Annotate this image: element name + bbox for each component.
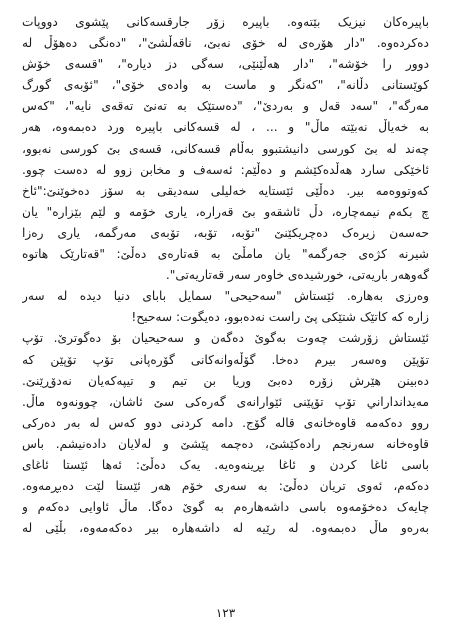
text-line: گەوهەر باریەتی، خورشیدەی خاوەر سەر قەتاریەتی". [165, 268, 429, 283]
body-text [22, 12, 429, 539]
text-line: روو دەکەمە قاوەخانەی قالە گۆج. دامە کردنی دوو کەس لە بەر دەرکی [22, 415, 429, 430]
text-line: تۆپێن وەسەر بیرم دەخا. گۆڵەوانەکانی گۆرەپانی تۆپ تۆپێن کە [22, 352, 429, 367]
text-line: ئێستاش زۆرشت چەوت بەگوێ دەگەن و سەحیحیان بۆ دەگوترێ. تۆپ [22, 331, 429, 346]
text-line: دەکردەوە. "دار هۆرەی لە خۆی نەبێ، ناقەڵشێ"، "دەنگی دەهۆڵ لە [22, 36, 429, 51]
text-line: مەرگە"، "سەد قەل و بەردێ"، "دەستێک بە تەنێ تەقەی نایە"، "کەس [22, 99, 429, 114]
text-line: مەیدانداراني تۆپ تۆپێنی ئێوارانەی گەرەکی سێ ئاشان، چوونەوە ماڵ. [22, 394, 429, 409]
text-line: وەرزی بەهارە. ئێستاش "سەحیحی" سمایل بابای دنیا دیدە لە سەر [22, 289, 429, 304]
text-line: دوور را خۆشە"، "دار هەڵێنێی، سەگی دز دیارە"، "قسەی خۆش [22, 57, 429, 72]
text-line: حەسەن زیرەک دەچریکێنێ "تۆبە، تۆبە، تۆبەی مەرگمە، یاری رەزا [22, 225, 429, 240]
page-number: ١٢٣ [215, 606, 236, 620]
text-line: بە خەیاڵ نەبێتە ماڵ" و ... ، لە قسەکانی باپیرە ورد دەبمەوە، هەر [22, 120, 429, 135]
text-line: کوێستانی دڵانە"، "کەنگر و ماست بە وادەی خۆی"، "ئۆبەی گورگ [22, 78, 429, 93]
text-line: باسی ئاغا کردن و ئاغا بڕینەوەیە. یەک دەڵێ: ئەها ئێستا ئاغای [22, 457, 429, 472]
text-line: ئاخێکی سارد هەڵدەکێشم و دەڵێم: ئەسەف و مخابن زوو لە دەست چوو. [22, 162, 429, 177]
text-line: باپیرەکان نیزیک بێتەوە. باپیرە زۆر جارقسەکانی پێشوی دووپات [22, 15, 429, 29]
text-line: قاوەخانە سەرنجم رادەکێشێ، دەچمە پێشێ و لەلایان دادەنیشم. باس [22, 436, 429, 451]
text-line: شیرنە کژەی جەرگمە" یان مامڵێ بە قەتارەی دەڵێ: "قەتارێک هاتوە [22, 247, 429, 262]
text-line: چایەک دەخۆمەوە باسی داشەهارەم بە گوێ دەگا. ماڵ ئاوایی دەکەم و [22, 500, 429, 515]
text-line: دەکەم، ئەوی تریان دەڵێ: بە سەری خۆم هەر ئێستا لێت دەبڕمەوە. [22, 479, 429, 494]
text-line: بەرەو ماڵ دەبمەوە. لە رێیە لە داشەهارە بیر دەکەمەوە، بڵێی لە [22, 521, 429, 536]
text-line: چ بکەم نیمەچارە، دڵ ئاشقەو بێ قەرارە، یاری خۆمە و لێم بێزارە" یان [22, 204, 429, 219]
text-line: چەند لە بێ کورسی دانیشتبوو بەڵام قسەکانی، قسەی بێ کورسی نەبوو، [22, 141, 429, 156]
text-line: کەوتووەمە بیر. دەڵێی ئێستایە خەلیلی سەدیقی بە سۆز دەخوێنێ:"ئاخ [22, 183, 429, 198]
text-line: دەبینن هێرش زۆرە دەبێ وریا بن تیم و تیپەکەیان نەدۆڕێنێ. [22, 373, 429, 388]
text-line: زارە کە کاتێک شتێکی پێ راست نەدەبوو، دەیگوت: سەحیح! [131, 310, 429, 325]
